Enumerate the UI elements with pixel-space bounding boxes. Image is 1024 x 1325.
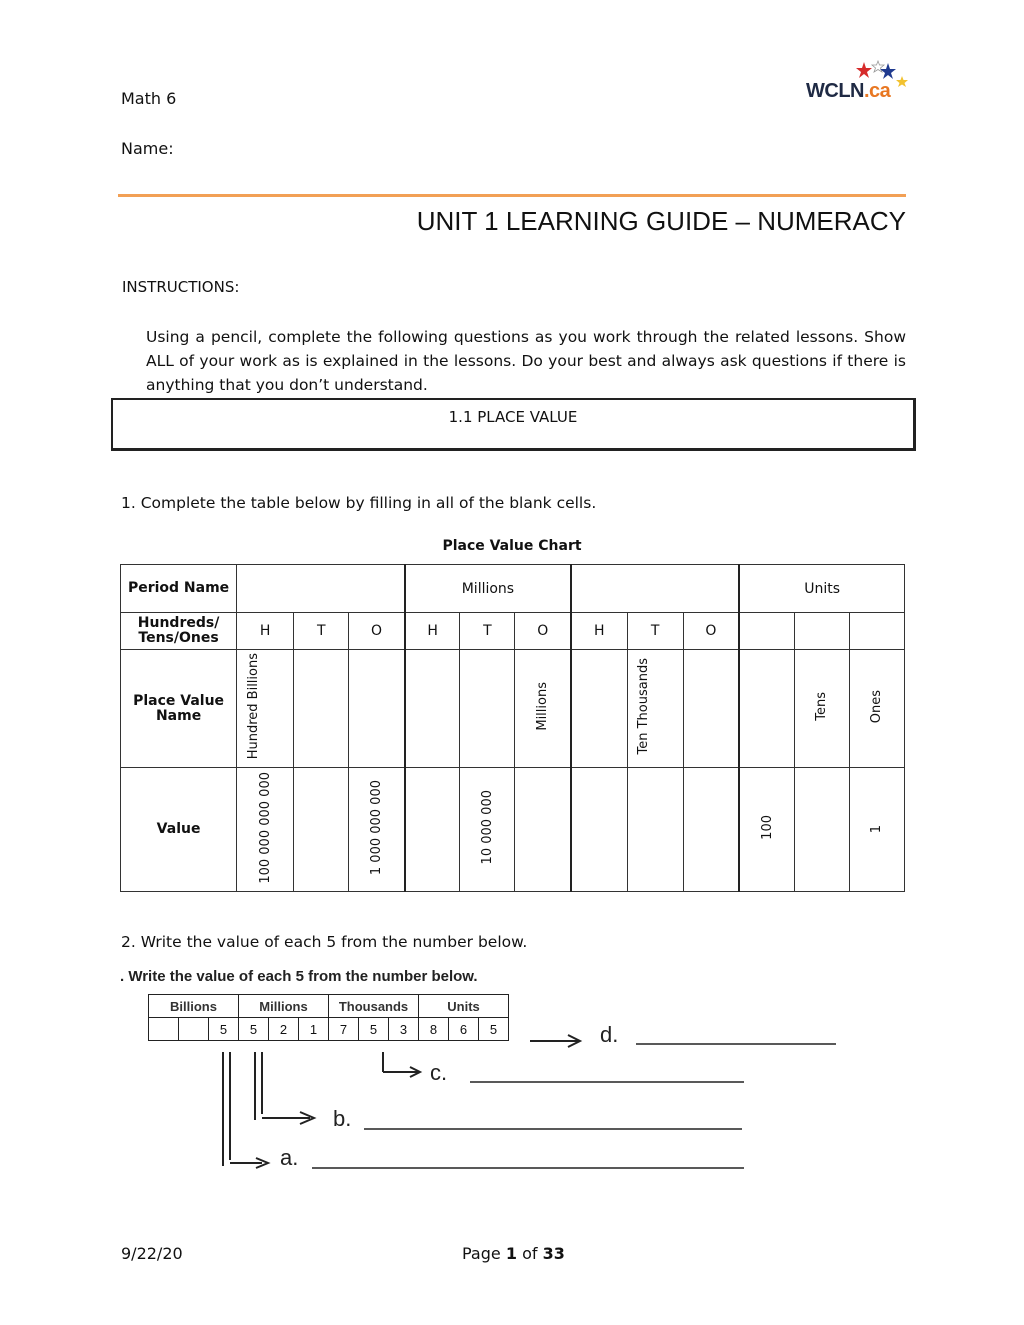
digit-cell [179,1018,209,1041]
period-cell: Units [739,565,904,613]
value-text: 1 [869,825,885,834]
place-name-text: Hundred Billions [246,653,262,760]
page-prefix: Page [462,1244,501,1263]
footer-page [462,1244,565,1263]
place-name-text: Ones [869,689,885,724]
digits-table [148,994,509,1041]
value-cell [460,768,515,892]
hto-cell: O [349,613,405,650]
digit-cell: 8 [419,1018,449,1041]
hto-cell: H [405,613,460,650]
period-label: Period Name [121,565,237,613]
place-name-cell [849,650,904,768]
place-value-table [120,564,905,892]
digit-cell: 5 [359,1018,389,1041]
hto-cell [849,613,904,650]
answer-c-label: c. [430,1060,448,1085]
question-2 [121,933,527,951]
answer-d-label: d. [600,1022,619,1047]
chart-caption: Place Value Chart [442,538,582,554]
answer-b-label: b. [333,1106,352,1131]
place-name-cell [294,650,349,768]
hto-cell [794,613,849,650]
instructions-text: Using a pencil, complete the following questions as you work through the related lessons. Show ALL of your work as is explained in the lessons. Do your best and always ask questions if there is anything that you don’t understand. [146,328,906,394]
hto-cell [739,613,794,650]
hto-row [121,613,905,650]
value-label: Value [121,768,237,892]
digit-cell: 5 [239,1018,269,1041]
digit-cell: 1 [299,1018,329,1041]
place-name-label: Place Value Name [121,650,237,768]
value-cell [349,768,405,892]
group-header: Millions [239,995,329,1018]
hto-cell: O [515,613,571,650]
value-cell [515,768,571,892]
period-cell [237,565,405,613]
logo-text: WCLN [806,80,864,102]
place-name-text: Tens [814,692,830,721]
value-cell [794,768,849,892]
group-header: Thousands [329,995,419,1018]
page-total: 33 [542,1244,565,1263]
hto-cell: T [294,613,349,650]
value-cell [571,768,627,892]
hto-cell: H [571,613,627,650]
value-cell [627,768,683,892]
digit-cell: 5 [479,1018,509,1041]
footer-date: 9/22/20 [121,1244,183,1263]
header-rule [118,194,906,197]
period-row [121,565,905,613]
name-label: Name: [121,139,174,158]
place-name-row [121,650,905,768]
wcln-logo [806,62,912,106]
digit-cell: 3 [389,1018,419,1041]
value-cell [683,768,739,892]
place-name-cell [739,650,794,768]
digit-cell: 2 [269,1018,299,1041]
value-text: 100 [759,815,775,840]
digit-cell: 6 [449,1018,479,1041]
place-name-text: Ten Thousands [636,658,652,755]
group-header: Billions [149,995,239,1018]
hto-cell: H [237,613,294,650]
value-text: 100 000 000 000 [257,771,273,884]
digit-cell [149,1018,179,1041]
page-title: UNIT 1 LEARNING GUIDE – NUMERACY [416,206,906,236]
place-name-cell [571,650,627,768]
section-title: 1.1 PLACE VALUE [448,408,578,426]
place-name-text: Millions [535,682,551,731]
value-cell [237,768,294,892]
place-name-cell [405,650,460,768]
page-number: 1 [505,1244,517,1263]
course-name: Math 6 [121,89,177,108]
answer-a-label: a. [280,1145,299,1170]
question-1: 1. Complete the table below by filling in all of the blank cells. [121,494,597,512]
section-box [111,398,916,451]
instructions-heading: INSTRUCTIONS: [122,278,240,296]
digit-cell: 7 [329,1018,359,1041]
value-cell [294,768,349,892]
value-cell [739,768,794,892]
question-2-text: 2. Write the value of each 5 from the number below. [121,933,528,951]
hto-cell: T [627,613,683,650]
group-header: Units [419,995,509,1018]
place-name-cell [627,650,683,768]
hto-cell: O [683,613,739,650]
value-cell [849,768,904,892]
worksheet-label: . Write the value of each 5 from the number below. [120,968,478,985]
place-name-cell [683,650,739,768]
value-cell [405,768,460,892]
hto-label: Hundreds/ Tens/Ones [121,613,237,650]
period-cell [571,565,739,613]
place-name-cell [794,650,849,768]
digit-cell: 5 [209,1018,239,1041]
place-name-cell [460,650,515,768]
place-name-cell [237,650,294,768]
hto-cell: T [460,613,515,650]
period-cell: Millions [405,565,571,613]
value-text: 10 000 000 [479,790,495,865]
value-row [121,768,905,892]
value-text: 1 000 000 000 [369,779,385,876]
place-name-cell [515,650,571,768]
logo-suffix: .ca [863,80,891,102]
place-name-cell [349,650,405,768]
page-of: of [522,1244,538,1263]
